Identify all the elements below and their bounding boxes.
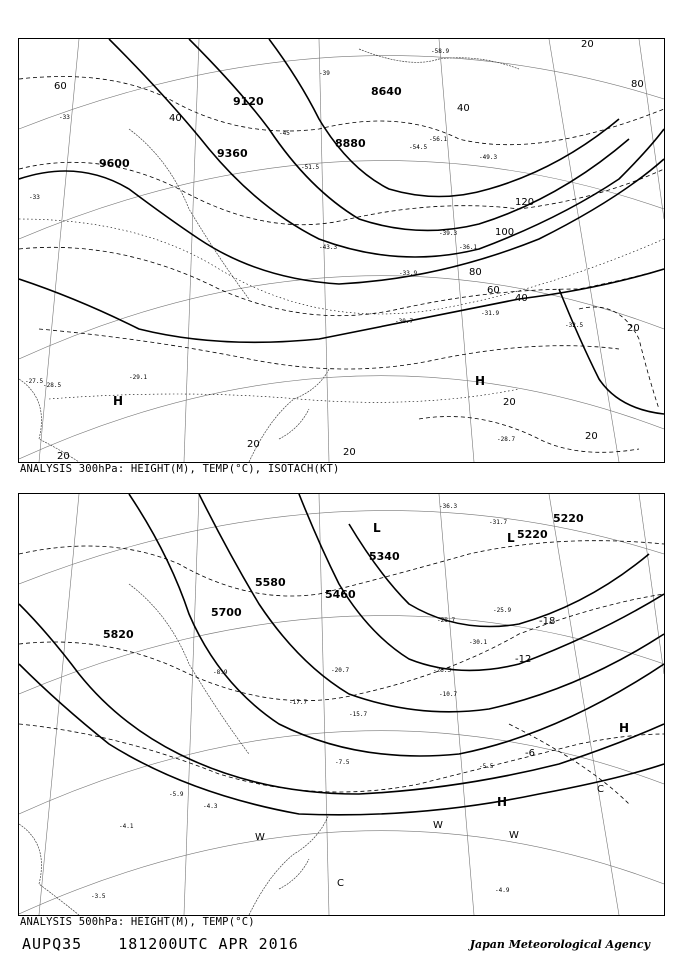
graticule <box>19 494 664 915</box>
temp-obs: -39 <box>319 70 330 77</box>
temp-obs: -33.9 <box>399 270 418 277</box>
isotach-label-100: 100 <box>495 227 515 238</box>
temp-obs: -4.9 <box>495 887 510 894</box>
caption-300hpa: ANALYSIS 300hPa: HEIGHT(M), TEMP(°C), ISOTACH(KT) <box>20 463 340 475</box>
temp-obs: -33 <box>59 114 70 121</box>
temp-obs: -33 <box>29 194 40 201</box>
isotach-label-60: 60 <box>54 81 67 92</box>
temp-obs: -23.3 <box>433 667 452 674</box>
temp-obs: -30.1 <box>469 639 488 646</box>
cold-center-symbol-2: C <box>597 784 604 795</box>
temp-obs: -43.3 <box>319 244 338 251</box>
high-pressure-symbol-east: H <box>475 374 486 388</box>
temp-obs: -5.5 <box>479 763 494 770</box>
cold-center-symbol-1: C <box>337 878 344 889</box>
temp-obs: -28.7 <box>437 617 456 624</box>
height-contours <box>19 39 664 414</box>
temp-obs: -58.9 <box>431 48 450 55</box>
temp-obs: -3.5 <box>91 893 106 900</box>
height-label-9360: 9360 <box>217 147 248 160</box>
chart-300hpa-canvas <box>19 39 664 462</box>
temp-obs: -8.9 <box>213 669 228 676</box>
temp-obs: -36.1 <box>459 244 478 251</box>
height-label-5220b: 5220 <box>517 528 548 541</box>
low-pressure-symbol-1: L <box>373 521 381 535</box>
temp-obs: -36.3 <box>439 503 458 510</box>
chart-500hpa <box>18 493 665 916</box>
temp-obs: -4.3 <box>203 803 218 810</box>
temp-obs: -20.7 <box>331 667 350 674</box>
warm-center-symbol-2: W <box>433 820 443 831</box>
warm-center-symbol-1: W <box>255 832 265 843</box>
isotach-label-20e: 20 <box>343 447 356 458</box>
temp-obs: -4.1 <box>119 823 134 830</box>
temp-obs: -5.9 <box>169 791 184 798</box>
temp-obs: -31.7 <box>489 519 508 526</box>
isotach-label-80b: 80 <box>631 79 644 90</box>
chart-500hpa-canvas <box>19 494 664 915</box>
temp-obs: -10.7 <box>439 691 458 698</box>
isotach-label-20f: 20 <box>57 451 70 462</box>
isotach-label-20d: 20 <box>247 439 260 450</box>
isotach-label-20g: 20 <box>581 39 594 50</box>
temp-label-minus6: -6 <box>525 748 535 759</box>
isotach-label-80: 80 <box>469 267 482 278</box>
temp-obs: -54.5 <box>409 144 428 151</box>
isotach-label-20a: 20 <box>627 323 640 334</box>
height-label-5820: 5820 <box>103 628 134 641</box>
temp-obs: -30.7 <box>395 318 414 325</box>
high-pressure-symbol-west: H <box>113 394 124 408</box>
height-contours <box>19 494 664 815</box>
height-label-5460: 5460 <box>325 588 356 601</box>
temp-obs: -7.5 <box>335 759 350 766</box>
height-label-8640: 8640 <box>371 85 402 98</box>
height-label-5220a: 5220 <box>553 512 584 525</box>
high-pressure-symbol-1: H <box>497 795 508 809</box>
temp-label-minus18: -18 <box>539 616 556 627</box>
low-pressure-symbol-2: L <box>507 531 515 545</box>
isotach-label-120: 120 <box>515 197 535 208</box>
isotach-label-20c: 20 <box>585 431 598 442</box>
temp-obs: -39.3 <box>439 230 458 237</box>
height-label-9600: 9600 <box>99 157 130 170</box>
temp-obs: -27.5 <box>25 378 44 385</box>
temp-label-minus12: -12 <box>515 654 532 665</box>
temp-obs: -32.5 <box>565 322 584 329</box>
chart-300hpa <box>18 38 665 463</box>
product-code: AUPQ35 <box>22 935 83 953</box>
valid-time: 181200UTC APR 2016 <box>118 935 299 953</box>
temp-obs: -29.1 <box>129 374 148 381</box>
height-label-8880: 8880 <box>335 137 366 150</box>
isotach-label-20b: 20 <box>503 397 516 408</box>
height-label-5580: 5580 <box>255 576 286 589</box>
agency-name: Japan Meteorological Agency <box>469 938 650 951</box>
temp-obs: -49.3 <box>479 154 498 161</box>
isotach-label-40: 40 <box>169 113 182 124</box>
isotach-label-40c: 40 <box>515 293 528 304</box>
high-pressure-symbol-2: H <box>619 721 630 735</box>
temp-obs: -28.7 <box>497 436 516 443</box>
temp-obs: -25.9 <box>493 607 512 614</box>
temp-obs: -31.9 <box>481 310 500 317</box>
isotach-label-60b: 60 <box>487 285 500 296</box>
warm-center-symbol-3: W <box>509 830 519 841</box>
temp-obs: -56.1 <box>429 136 448 143</box>
caption-500hpa: ANALYSIS 500hPa: HEIGHT(M), TEMP(°C) <box>20 916 255 928</box>
height-label-9120: 9120 <box>233 95 264 108</box>
temp-obs: -17.7 <box>289 699 308 706</box>
isotach-label-40b: 40 <box>457 103 470 114</box>
height-label-5700: 5700 <box>211 606 242 619</box>
temp-obs: -51.5 <box>301 164 320 171</box>
height-label-5340: 5340 <box>369 550 400 563</box>
product-id-line <box>22 935 325 953</box>
temp-obs: -15.7 <box>349 711 368 718</box>
temp-obs: -45 <box>279 130 290 137</box>
temp-obs: -28.5 <box>43 382 62 389</box>
